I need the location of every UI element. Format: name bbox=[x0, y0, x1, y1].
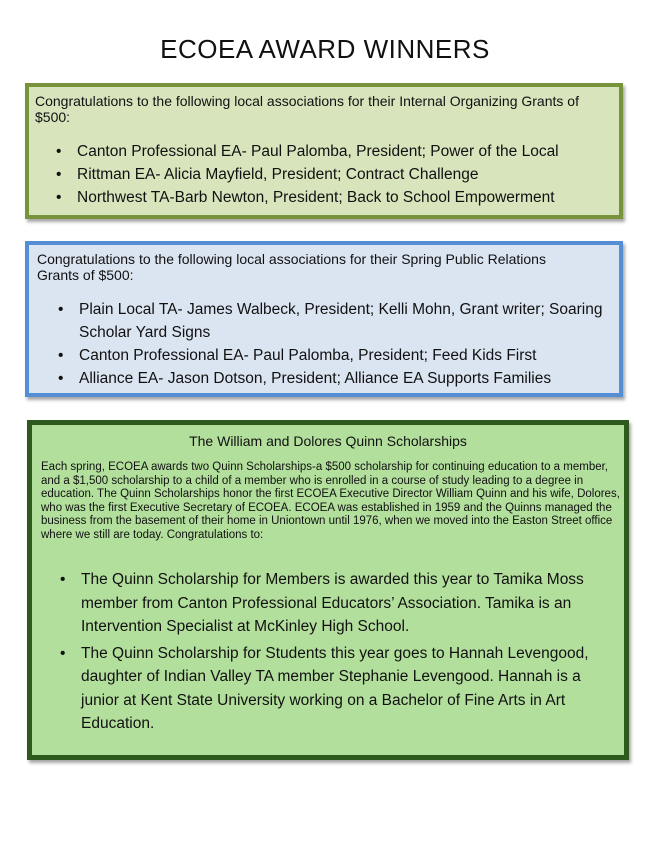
pr-grants-intro: Congratulations to the following local associations for their Spring Public Relations Grants of $500: bbox=[37, 251, 546, 283]
list-item bbox=[55, 367, 615, 390]
internal-grants-box bbox=[25, 83, 623, 219]
list-item-text: The Quinn Scholarship for Students this year goes to Hannah Levengood, daughter of Indian Valley TA member Stephanie Levengood. Hannah is a junior at Kent State University working on a Bachelor of Fine Arts in Art Education. bbox=[81, 644, 589, 732]
bullet-icon: • bbox=[60, 571, 66, 588]
list-item-text: Canton Professional EA- Paul Palomba, President; Feed Kids First bbox=[79, 347, 537, 364]
quinn-winners-list bbox=[57, 568, 602, 736]
bullet-icon: • bbox=[56, 166, 62, 183]
list-item bbox=[55, 298, 615, 344]
internal-grants-list bbox=[53, 140, 613, 209]
page-title: ECOEA AWARD WINNERS bbox=[160, 34, 490, 64]
list-item-text: Plain Local TA- James Walbeck, President; Kelli Mohn, Grant writer; Soaring Scholar Yard Signs bbox=[79, 301, 603, 341]
quinn-scholarships-box bbox=[27, 420, 629, 760]
list-item-text: Canton Professional EA- Paul Palomba, President; Power of the Local bbox=[77, 143, 559, 160]
bullet-icon: • bbox=[58, 301, 64, 318]
internal-grants-intro: Congratulations to the following local associations for their Internal Organizing Grants of $500: bbox=[35, 93, 579, 125]
list-item bbox=[57, 568, 602, 639]
list-item-text: The Quinn Scholarship for Members is awarded this year to Tamika Moss member from Canton Professional Educators’ Association. Tamika is an Intervention Specialist at McKinley High School. bbox=[81, 571, 584, 635]
bullet-icon: • bbox=[58, 370, 64, 387]
list-item-text: Northwest TA-Barb Newton, President; Back to School Empowerment bbox=[77, 189, 555, 206]
bullet-icon: • bbox=[58, 347, 64, 364]
list-item bbox=[55, 344, 615, 367]
pr-grants-box bbox=[25, 241, 623, 397]
list-item-text: Rittman EA- Alicia Mayfield, President; Contract Challenge bbox=[77, 166, 479, 183]
bullet-icon: • bbox=[60, 644, 66, 662]
quinn-title: The William and Dolores Quinn Scholarships bbox=[189, 433, 467, 449]
list-item-text: Alliance EA- Jason Dotson, President; Alliance EA Supports Families bbox=[79, 370, 552, 387]
bullet-icon: • bbox=[56, 189, 62, 206]
list-item bbox=[57, 642, 602, 736]
list-item bbox=[53, 163, 613, 186]
list-item bbox=[53, 186, 613, 209]
quinn-body: Each spring, ECOEA awards two Quinn Scholarships-a $500 scholarship for continuing education to a member, and a $1,500 scholarship to a child of a member who is enrolled in a course of study leading to a degree in education. The Quinn Scholarships honor the first ECOEA Executive Director William Quinn and his wife, Dolores, who was the first Executive Secretary of ECOEA. ECOEA was established in 1959 and the Quinns managed the business from the basement of their home in Uniontown until 1976, when we moved into the Easton Street office where we still are today. Congratulations to: bbox=[41, 461, 620, 541]
bullet-icon: • bbox=[56, 143, 62, 160]
pr-grants-list bbox=[55, 298, 615, 390]
list-item bbox=[53, 140, 613, 163]
